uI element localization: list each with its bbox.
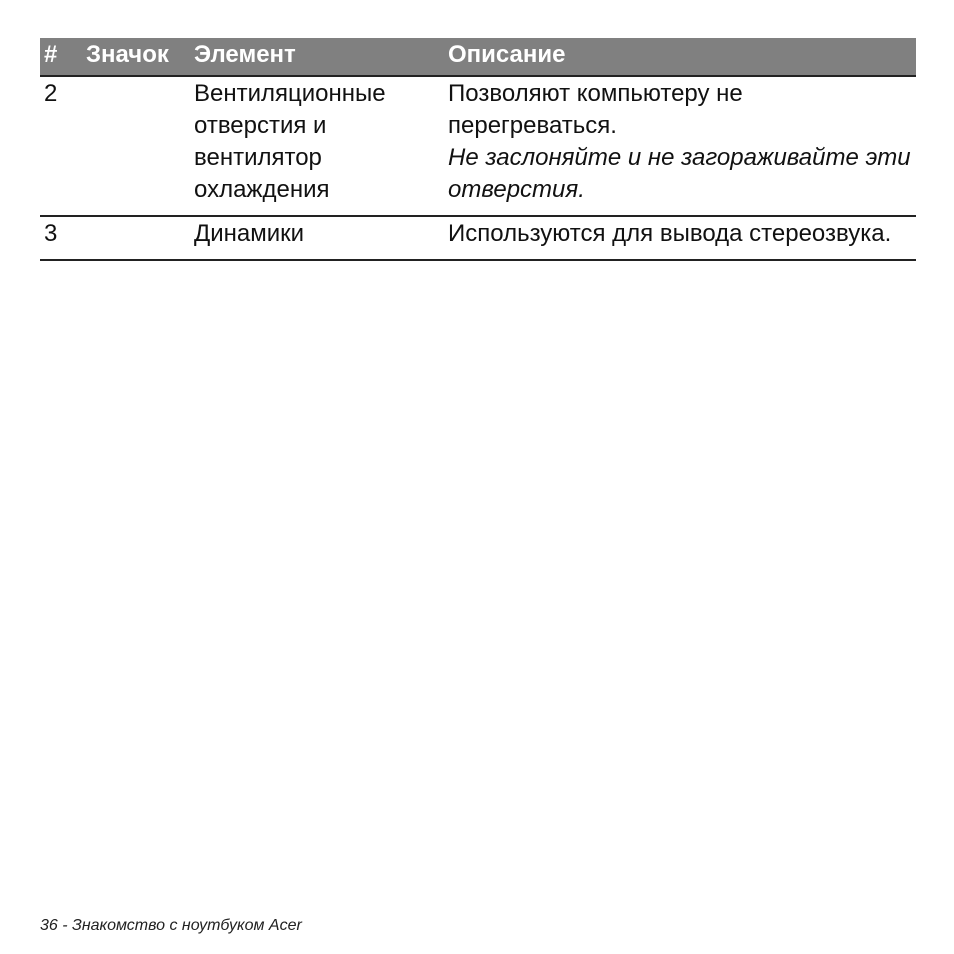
page-footer: 36 - Знакомство с ноутбуком Acer bbox=[40, 917, 302, 934]
table-row bbox=[40, 76, 916, 216]
header-icon: Значок bbox=[82, 38, 190, 76]
header-element: Элемент bbox=[190, 38, 444, 76]
row-icon bbox=[82, 76, 190, 216]
table-header-row bbox=[40, 38, 916, 76]
row-description: Позволяют компьютеру не перегреваться. bbox=[448, 80, 743, 139]
table-body bbox=[40, 76, 916, 260]
row-description-cell bbox=[444, 216, 916, 260]
row-element: Вентиляционные отверстия и вентилятор охлаждения bbox=[190, 76, 444, 216]
row-description: Используются для вывода стереозвука. bbox=[448, 220, 892, 247]
table-row bbox=[40, 216, 916, 260]
row-number: 3 bbox=[40, 216, 82, 260]
header-description: Описание bbox=[444, 38, 916, 76]
components-table bbox=[40, 38, 916, 261]
row-warning-note: Не заслоняйте и не загораживайте эти отверстия. bbox=[448, 144, 911, 203]
row-number: 2 bbox=[40, 76, 82, 216]
table-header bbox=[40, 38, 916, 76]
row-element: Динамики bbox=[190, 216, 444, 260]
header-number: # bbox=[40, 38, 82, 76]
row-description-cell bbox=[444, 76, 916, 216]
row-icon bbox=[82, 216, 190, 260]
